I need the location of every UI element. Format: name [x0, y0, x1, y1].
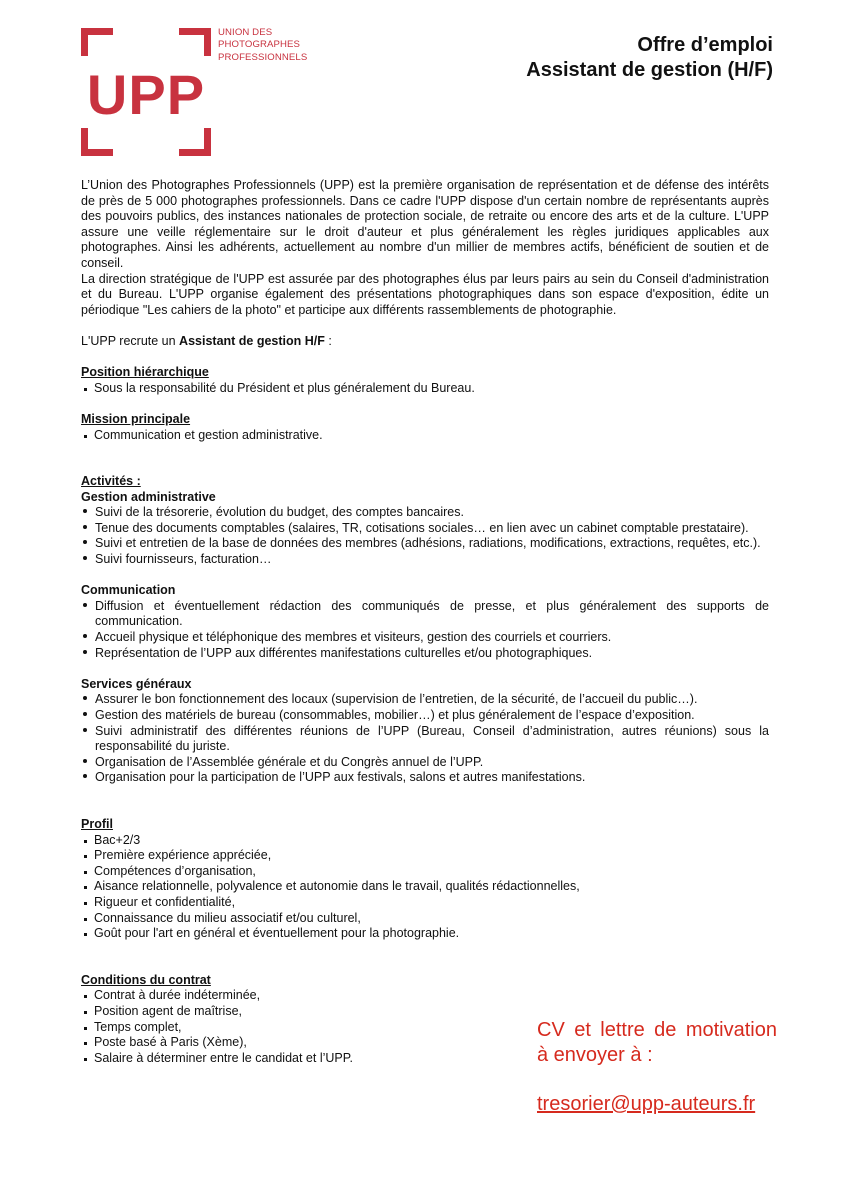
list-item: Poste basé à Paris (Xème), [81, 1035, 769, 1051]
list-item: Diffusion et éventuellement rédaction des communiqués de presse, et plus généralement des supports de communication. [81, 599, 769, 630]
gestion-list [81, 505, 769, 567]
list-item: Sous la responsabilité du Président et plus généralement du Bureau. [81, 381, 769, 397]
list-item: Position agent de maîtrise, [81, 1004, 769, 1020]
title-line-1: Offre d’emploi [637, 34, 773, 56]
services-heading: Services généraux [81, 676, 192, 691]
position-list [81, 381, 769, 397]
page-title [526, 33, 773, 83]
list-item: Tenue des documents comptables (salaires, TR, cotisations sociales… en lien avec un cabinet comptable prestataire). [81, 521, 769, 537]
activities-heading: Activités : [81, 474, 141, 489]
title-line-2: Assistant de gestion (H/F) [526, 59, 773, 81]
position-heading: Position hiérarchique [81, 365, 209, 380]
list-item: Rigueur et confidentialité, [81, 895, 769, 911]
mission-list [81, 428, 769, 444]
recruit-line [81, 334, 769, 350]
list-item: Assurer le bon fonctionnement des locaux (supervision de l’entretien, de la sécurité, de l’accueil du public…). [81, 692, 769, 708]
list-item: Suivi et entretien de la base de données des membres (adhésions, radiations, modifications, extractions, requêtes, etc.). [81, 536, 769, 552]
org-name-line: UNION DES [218, 27, 273, 38]
cv-line-2: à envoyer à : [537, 1044, 653, 1066]
org-name-line: PHOTOGRAPHES [218, 39, 301, 51]
mission-heading: Mission principale [81, 411, 191, 426]
gestion-heading: Gestion administrative [81, 489, 216, 504]
list-item: Aisance relationnelle, polyvalence et autonomie dans le travail, qualités rédactionnelles, [81, 879, 769, 895]
services-list [81, 692, 769, 786]
document-body [81, 178, 769, 1066]
list-item: Organisation de l’Assemblée générale et du Congrès annuel de l’UPP. [81, 755, 769, 771]
intro-paragraph-2: La direction stratégique de l'UPP est assurée par des photographes élus par leurs pairs au sein du Conseil d'administration et du Bureau. L'UPP organise également des présentations photographiques dans son espace d'exposition, édite un périodique "Les cahiers de la photo" et participe aux différents rassemblements de photographie. [81, 271, 769, 317]
upp-logo-text: UPP [86, 63, 206, 126]
list-item: Goût pour l'art en général et éventuellement pour la photographie. [81, 926, 769, 942]
profil-list [81, 833, 769, 942]
list-item: Accueil physique et téléphonique des membres et visiteurs, gestion des courriels et courriers. [81, 630, 769, 646]
list-item: Représentation de l’UPP aux différentes manifestations culturelles et/ou photographiques. [81, 646, 769, 662]
communication-heading: Communication [81, 583, 176, 598]
upp-logo [81, 28, 211, 156]
conditions-heading: Conditions du contrat [81, 972, 211, 987]
list-item: Suivi de la trésorerie, évolution du budget, des comptes bancaires. [81, 505, 769, 521]
organisation-name [218, 27, 358, 64]
list-item: Gestion des matériels de bureau (consommables, mobilier…) et plus généralement de l’espace d’exposition. [81, 708, 769, 724]
list-item: Suivi administratif des différentes réunions de l’UPP (Bureau, Conseil d’administration, autres réunions) sous la responsabilité du juriste. [81, 724, 769, 755]
list-item: Première expérience appréciée, [81, 848, 769, 864]
recruit-suffix: : [324, 333, 332, 348]
list-item: Organisation pour la participation de l’UPP aux festivals, salons et autres manifestations. [81, 770, 769, 786]
list-item: Compétences d’organisation, [81, 864, 769, 880]
list-item: Bac+2/3 [81, 833, 769, 849]
org-name-line: PROFESSIONNELS [218, 51, 308, 63]
recruit-prefix: L'UPP recrute un [81, 333, 180, 348]
intro-paragraph-1: L’Union des Photographes Professionnels (UPP) est la première organisation de représentation et de défense des intérêts de près de 5 000 photographes professionnels. Dans ce cadre l'UPP dispose d'un certain nombre de représentants auprès des pouvoirs publics, des instances nationales de protection sociale, de retraite ou encore des arts et de la culture. L'UPP assure une veille réglementaire sur le droit d'auteur et plus généralement les règles juridiques applicables aux photographes. Ainsi les adhérents, actuellement au nombre d'un millier de membres actifs, bénéficient de soutien et de conseil. [81, 178, 769, 270]
recruit-role: Assistant de gestion H/F [179, 333, 325, 348]
contact-email-link[interactable]: tresorier@upp-auteurs.fr [537, 1093, 756, 1115]
profil-heading: Profil [81, 816, 113, 831]
cv-line-1: CV et lettre de motivation [537, 1019, 777, 1041]
cv-instructions [537, 1018, 777, 1068]
list-item: Contrat à durée indéterminée, [81, 988, 769, 1004]
communication-list [81, 599, 769, 661]
list-item: Temps complet, [81, 1020, 769, 1036]
list-item: Communication et gestion administrative. [81, 428, 769, 444]
list-item: Salaire à déterminer entre le candidat et l’UPP. [81, 1051, 769, 1067]
list-item: Suivi fournisseurs, facturation… [81, 552, 769, 568]
list-item: Connaissance du milieu associatif et/ou culturel, [81, 911, 769, 927]
